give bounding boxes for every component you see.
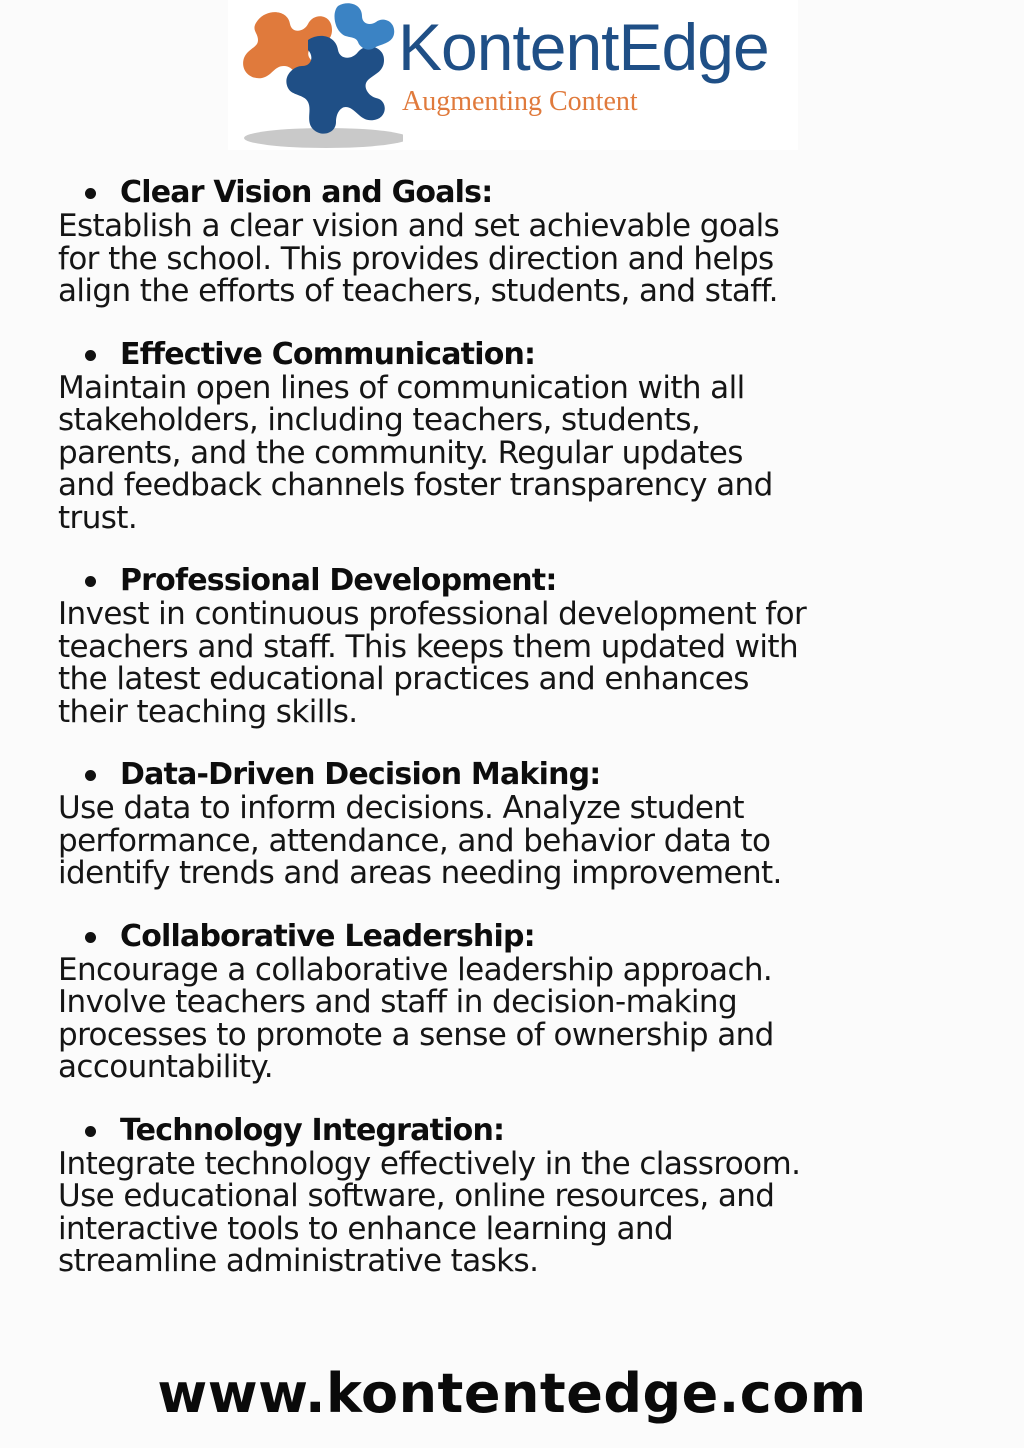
item-body bbox=[58, 792, 978, 890]
item-line: Encourage a collaborative leadership approach. bbox=[58, 951, 773, 988]
bullet-icon bbox=[85, 576, 96, 587]
bullet-icon bbox=[85, 770, 96, 781]
item-line: accountability. bbox=[58, 1049, 273, 1085]
brand-tagline: Augmenting Content bbox=[402, 86, 638, 117]
item-line: identify trends and areas needing improvement. bbox=[58, 855, 782, 891]
item-title: Collaborative Leadership: bbox=[120, 918, 535, 954]
item-line: for the school. This provides direction and helps bbox=[58, 240, 774, 277]
item-line: stakeholders, including teachers, students, bbox=[58, 402, 701, 438]
item-body bbox=[58, 598, 978, 728]
bullet-icon bbox=[85, 350, 96, 361]
content-list bbox=[58, 176, 978, 1308]
item-line: teachers and staff. This keeps them updated with bbox=[58, 628, 799, 665]
list-item bbox=[58, 176, 978, 308]
puzzle-logo-icon bbox=[228, 0, 403, 150]
item-line: processes to promote a sense of ownership and bbox=[58, 1016, 774, 1053]
brand-logo bbox=[228, 0, 798, 150]
item-line: performance, attendance, and behavior data to bbox=[58, 822, 771, 859]
item-body bbox=[58, 951, 978, 1085]
item-line: Invest in continuous professional development for bbox=[58, 596, 807, 632]
item-title: Technology Integration: bbox=[120, 1112, 505, 1148]
item-title: Professional Development: bbox=[120, 563, 557, 598]
list-item bbox=[58, 338, 978, 535]
item-body bbox=[58, 1145, 978, 1279]
bullet-icon bbox=[85, 932, 96, 943]
website-link[interactable]: www.kontentedge.com bbox=[157, 1362, 867, 1425]
item-line: Use educational software, online resources, and bbox=[58, 1178, 775, 1214]
item-line: their teaching skills. bbox=[58, 693, 358, 730]
item-line: and feedback channels foster transparency and bbox=[58, 467, 773, 503]
item-title: Effective Communication: bbox=[120, 336, 536, 372]
item-line: Involve teachers and staff in decision-making bbox=[58, 984, 738, 1020]
item-line: interactive tools to enhance learning and bbox=[58, 1210, 674, 1247]
item-line: the latest educational practices and enhances bbox=[58, 661, 749, 697]
list-item bbox=[58, 564, 978, 728]
item-line: Maintain open lines of communication with all bbox=[58, 369, 745, 406]
brand-name: KontentEdge bbox=[398, 10, 769, 84]
item-title: Clear Vision and Goals: bbox=[120, 175, 493, 210]
item-line: align the efforts of teachers, students, and staff. bbox=[58, 273, 778, 309]
list-item bbox=[58, 1114, 978, 1278]
item-title: Data-Driven Decision Making: bbox=[120, 757, 601, 792]
bullet-icon bbox=[85, 188, 96, 199]
item-line: Establish a clear vision and set achievable goals bbox=[58, 208, 780, 244]
item-body bbox=[58, 210, 978, 308]
item-line: trust. bbox=[58, 499, 138, 536]
item-line: streamline administrative tasks. bbox=[58, 1243, 539, 1279]
bullet-icon bbox=[85, 1126, 96, 1137]
list-item bbox=[58, 758, 978, 890]
item-line: Integrate technology effectively in the classroom. bbox=[58, 1145, 801, 1182]
list-item bbox=[58, 920, 978, 1084]
item-line: parents, and the community. Regular updates bbox=[58, 434, 743, 471]
item-line: Use data to inform decisions. Analyze student bbox=[58, 790, 744, 826]
item-body bbox=[58, 369, 978, 536]
